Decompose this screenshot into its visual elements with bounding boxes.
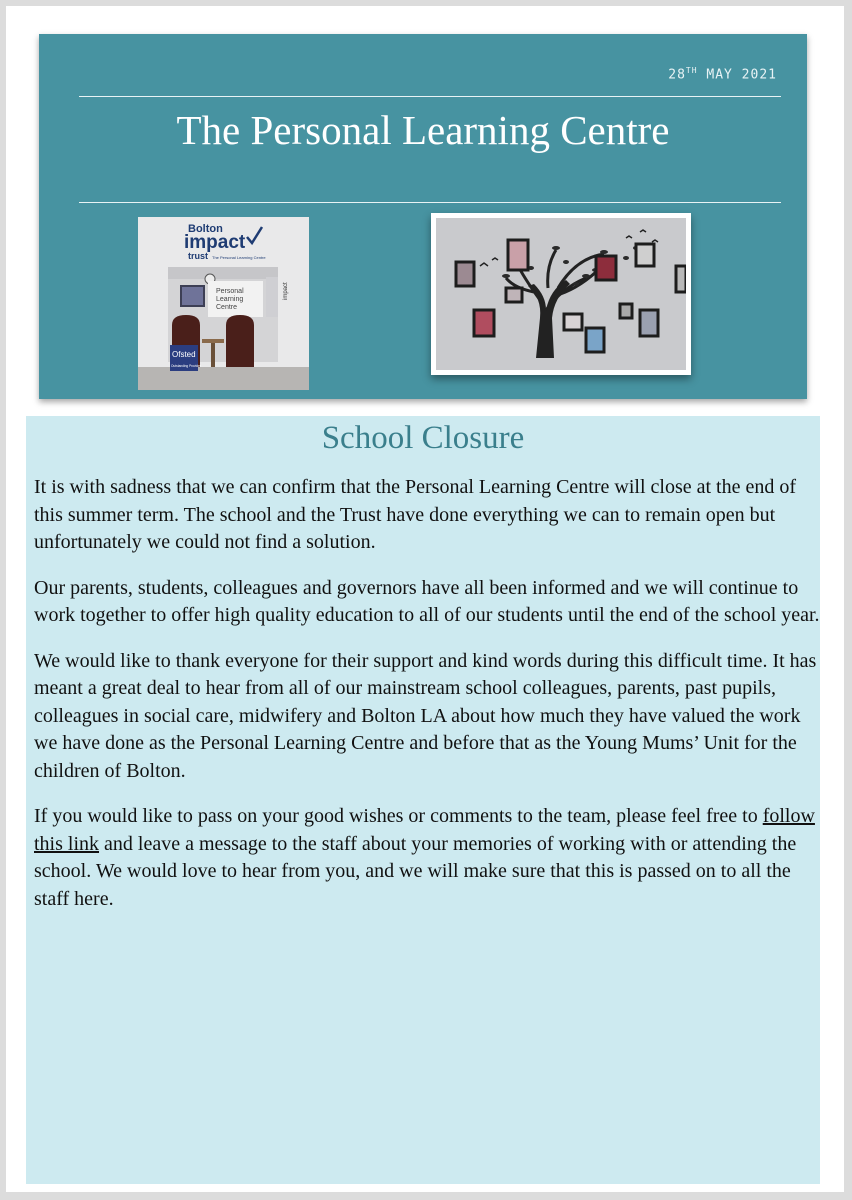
page-title: The Personal Learning Centre [176,107,670,153]
tree-wall-photo [431,213,691,375]
newsletter-page [6,6,844,1192]
ofsted-badge: Ofsted [172,350,196,359]
content-panel [26,416,820,1184]
paragraph-3: We would like to thank everyone for their support and kind words during this difficult time. It has meant a great deal to hear from all of our mainstream school colleagues, parents, past pupils, colleagues in social care, midwifery and Bolton LA about how much they have valued the work we have done as the Personal Learning Centre and before that as the Young Mums’ Unit for the children of Bolton. [34,649,817,782]
logo-bolton: Bolton [188,223,223,235]
paragraph-4-start: If you would like to pass on your good wishes or comments to the team, please feel free to [34,805,763,827]
article-body [34,474,824,931]
paragraph-4-end: and leave a message to the staff about your memories of working with or attending the school. We would love to hear from you, and we will make sure that this is passed on to all the staff here. [34,832,797,910]
svg-text:impact: impact [283,282,289,300]
paragraph-4 [34,803,824,913]
logo-tagline: The Personal Learning Centre [212,255,266,260]
reception-photo [138,217,309,390]
logo-trust: trust [188,251,208,261]
section-heading: School Closure [321,420,525,456]
svg-text:Outstanding Provider: Outstanding Provider [171,364,201,368]
header-banner [39,34,807,399]
newsletter-date: 28TH MAY 2021 [668,66,777,83]
paragraph-2: Our parents, students, colleagues and governors have all been informed and we will continue to work together to offer high quality education to all of our students until the end of the school year. [34,576,820,626]
paragraph-1: It is with sadness that we can confirm that the Personal Learning Centre will close at the end of this summer term. The school and the Trust have done everything we can to remain open but unfortunately we could not find a solution. [34,476,797,553]
wall-sign: Personal [216,288,244,295]
logo-impact: impact [184,232,246,253]
svg-text:Learning: Learning [216,296,244,303]
svg-text:Centre: Centre [216,304,238,311]
feedback-link[interactable]: follow this link [34,805,815,855]
header-divider-top [79,96,781,97]
header-divider-bottom [79,202,781,203]
